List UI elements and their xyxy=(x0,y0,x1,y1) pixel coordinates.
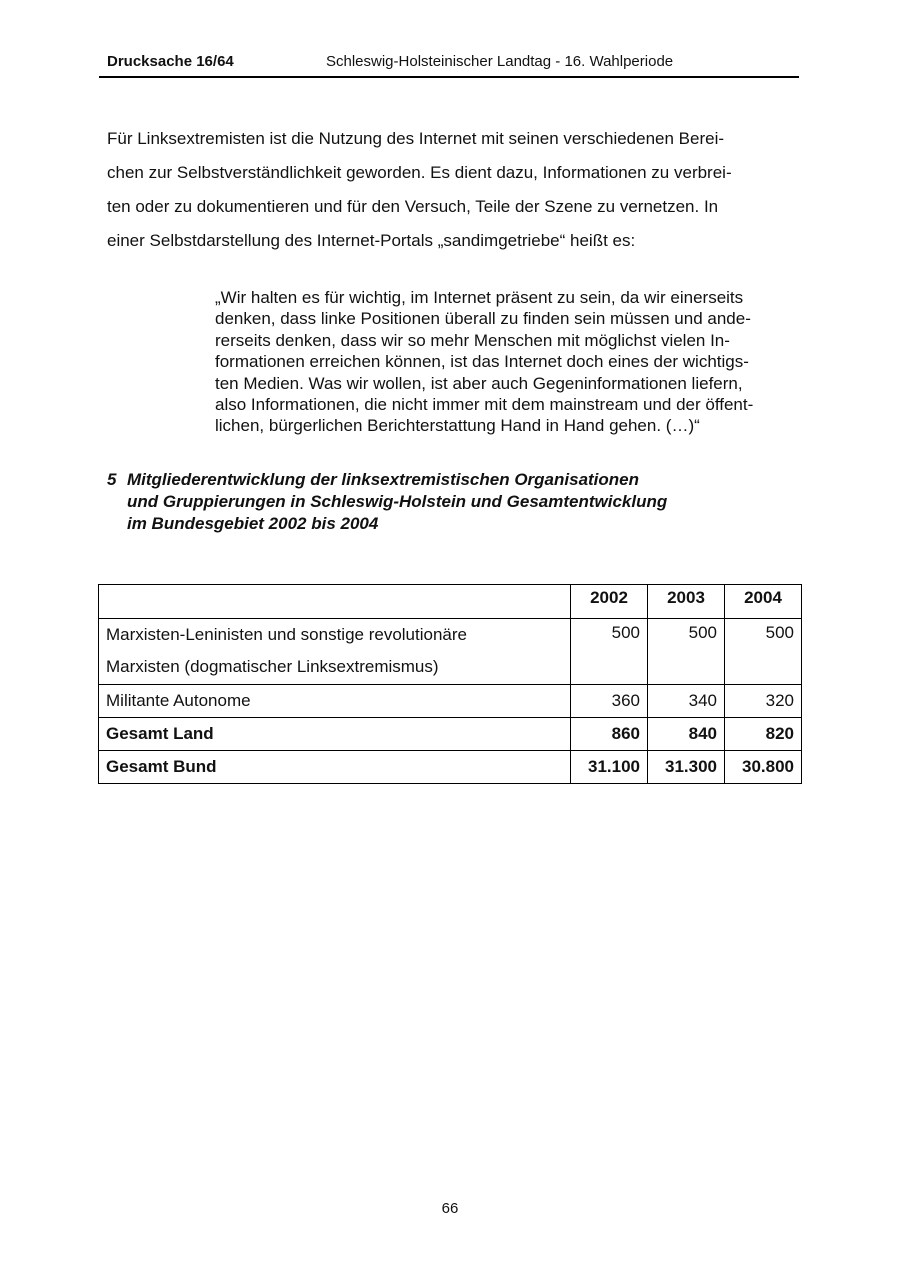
row-label-line: Marxisten-Leninisten und sonstige revolutionäre xyxy=(106,625,467,644)
quote-line: formationen erreichen können, ist das Internet doch eines der wichtigs- xyxy=(215,352,749,372)
quote-line: rerseits denken, dass wir so mehr Menschen mit möglichst vielen In- xyxy=(215,330,730,350)
header-title: Schleswig-Holsteinischer Landtag - 16. Wahlperiode xyxy=(326,53,674,70)
section-title-line: im Bundesgebiet 2002 bis 2004 xyxy=(127,514,379,533)
row-label: Gesamt Bund xyxy=(99,751,571,784)
table-cell: 340 xyxy=(648,685,725,718)
intro-paragraph xyxy=(107,122,787,258)
intro-line: Für Linksextremisten ist die Nutzung des Internet mit seinen verschiedenen Berei- xyxy=(107,129,725,148)
table-cell: 840 xyxy=(648,718,725,751)
column-header: 2003 xyxy=(648,585,725,619)
row-label: Gesamt Land xyxy=(99,718,571,751)
section-number: 5 xyxy=(107,470,117,489)
table-cell: 860 xyxy=(571,718,648,751)
table-row xyxy=(99,685,802,718)
quote-line: denken, dass linke Positionen überall zu finden sein müssen und ande- xyxy=(215,309,751,329)
column-header: 2002 xyxy=(571,585,648,619)
table-cell: 500 xyxy=(648,619,725,685)
quote-line: lichen, bürgerlichen Berichterstattung Hand in Hand gehen. (…)“ xyxy=(215,416,700,436)
column-header: 2004 xyxy=(725,585,802,619)
intro-line: einer Selbstdarstellung des Internet-Portals „sandimgetriebe“ heißt es: xyxy=(107,231,636,250)
table-cell: 31.300 xyxy=(648,751,725,784)
block-quote xyxy=(215,287,795,437)
row-label-line: Marxisten (dogmatischer Linksextremismus) xyxy=(106,657,439,676)
table-cell: 320 xyxy=(725,685,802,718)
quote-line: „Wir halten es für wichtig, im Internet präsent zu sein, da wir einerseits xyxy=(215,288,744,307)
table-cell: 500 xyxy=(571,619,648,685)
page-number: 66 xyxy=(441,1200,459,1217)
page-header xyxy=(99,52,799,78)
section-title-line: und Gruppierungen in Schleswig-Holstein und Gesamtentwicklung xyxy=(127,492,668,511)
table-cell: 31.100 xyxy=(571,751,648,784)
quote-line: ten Medien. Was wir wollen, ist aber auch Gegeninformationen liefern, xyxy=(215,373,743,393)
intro-line: ten oder zu dokumentieren und für den Versuch, Teile der Szene zu vernetzen. In xyxy=(107,197,719,216)
quote-line: also Informationen, die nicht immer mit dem mainstream und der öffent- xyxy=(215,395,754,415)
table-row xyxy=(99,718,802,751)
document-number: Drucksache 16/64 xyxy=(107,53,234,70)
column-header xyxy=(99,585,571,619)
membership-table xyxy=(98,584,802,784)
row-label: Militante Autonome xyxy=(99,685,571,718)
table-cell: 500 xyxy=(725,619,802,685)
table-row xyxy=(99,751,802,784)
table-cell: 820 xyxy=(725,718,802,751)
section-title-line: Mitgliederentwicklung der linksextremistischen Organisationen xyxy=(127,470,640,489)
section-title xyxy=(127,469,747,535)
row-label xyxy=(99,619,571,685)
table-header-row xyxy=(99,585,802,619)
table-cell: 360 xyxy=(571,685,648,718)
table-cell: 30.800 xyxy=(725,751,802,784)
intro-line: chen zur Selbstverständlichkeit geworden. Es dient dazu, Informationen zu verbrei- xyxy=(107,163,732,182)
table-row xyxy=(99,619,802,685)
